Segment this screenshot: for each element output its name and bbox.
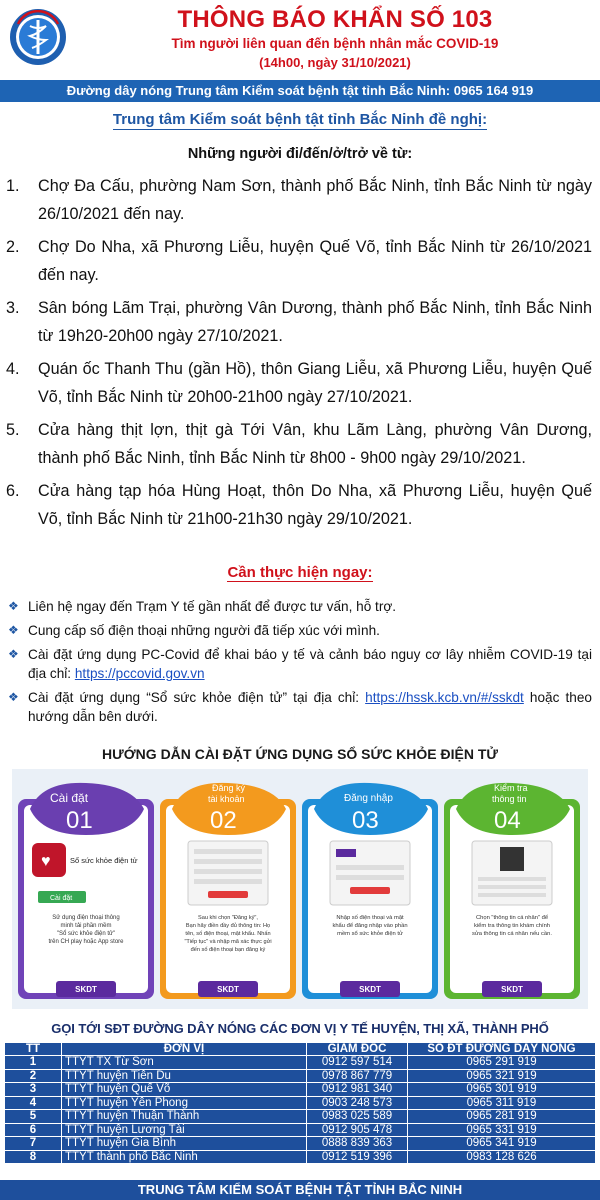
action-heading	[0, 564, 600, 581]
cell-unit: TTYT TX Từ Sơn	[62, 1056, 307, 1070]
step-number: 04	[494, 807, 521, 834]
badge-label: SKDT	[217, 985, 239, 994]
item-text: Cửa hàng thịt lợn, thịt gà Tới Vân, khu Lãm Làng, phường Vân Dương, thành phố Bắc Ninh, tỉnh Bắc Ninh từ 8h00 - 9h00 ngày 29/10/2021.	[38, 421, 592, 467]
step-desc: trên CH play hoặc App store	[48, 939, 124, 945]
cell-unit: TTYT huyện Quế Võ	[62, 1083, 307, 1097]
action-item	[6, 688, 592, 726]
cell-tt: 7	[5, 1137, 62, 1151]
cell-hotline: 0965 281 919	[408, 1110, 596, 1124]
item-number: 5.	[6, 421, 20, 439]
step-label: tài khoản	[208, 794, 245, 804]
cell-director: 0888 839 363	[307, 1137, 408, 1151]
install-label: Cài đặt	[50, 895, 73, 902]
action-heading-text: Cần thực hiện ngay:	[227, 564, 373, 581]
cell-unit: TTYT huyện Gia Bình	[62, 1137, 307, 1151]
action-text: Cung cấp số điện thoại những người đã tiếp xúc với mình.	[28, 623, 380, 638]
diamond-bullet-icon: ❖	[8, 690, 19, 704]
header	[0, 0, 600, 78]
action-text-after: hoặc theo hướng dẫn bên dưới.	[28, 690, 592, 724]
step-label: Đăng nhập	[344, 793, 393, 804]
step-desc: minh tải phần mềm	[60, 923, 112, 929]
step-desc: Sau khi chọn "Đăng ký",	[198, 915, 258, 921]
item-number: 1.	[6, 177, 20, 195]
step-label: Cài đặt	[50, 791, 89, 805]
list-item	[6, 416, 592, 472]
badge-label: SKDT	[75, 985, 97, 994]
cell-tt: 6	[5, 1123, 62, 1137]
col-header: GIÁM ĐỐC	[307, 1043, 408, 1056]
cell-tt: 2	[5, 1069, 62, 1083]
list-item	[6, 172, 592, 228]
step-desc: sửa thông tin cá nhân nếu cần.	[472, 931, 552, 937]
item-text: Sân bóng Lãm Trại, phường Vân Dương, thành phố Bắc Ninh, tỉnh Bắc Ninh từ 19h20-20h00 ngày 27/10/2021.	[38, 299, 592, 345]
cell-tt: 3	[5, 1083, 62, 1097]
item-text: Quán ốc Thanh Thu (gần Hồ), thôn Giang Liễu, xã Phương Liễu, huyện Quế Võ, tỉnh Bắc Ninh từ 20h00-21h00 ngày 27/10/2021.	[38, 360, 592, 406]
step-desc: khẩu để đăng nhập vào phần	[332, 923, 408, 929]
badge-label: SKDT	[359, 985, 381, 994]
step-number: 01	[66, 807, 93, 834]
cell-director: 0912 905 478	[307, 1123, 408, 1137]
table-row	[5, 1137, 596, 1151]
table-row	[5, 1069, 596, 1083]
diamond-bullet-icon: ❖	[8, 623, 19, 637]
table-row	[5, 1096, 596, 1110]
page-title: THÔNG BÁO KHẨN SỐ 103	[177, 6, 493, 33]
col-header: ĐƠN VỊ	[62, 1043, 307, 1056]
badge-label: SKDT	[501, 985, 523, 994]
list-item	[6, 477, 592, 533]
table-row	[5, 1056, 596, 1070]
table-row	[5, 1110, 596, 1124]
location-list	[6, 172, 592, 538]
cell-director: 0983 025 589	[307, 1110, 408, 1124]
app-name: Sổ sức khỏe điện tử	[70, 856, 138, 865]
guide-step-4	[444, 783, 580, 999]
action-item	[6, 621, 592, 640]
cell-tt: 1	[5, 1056, 62, 1070]
cell-hotline: 0983 128 626	[408, 1150, 596, 1164]
cell-hotline: 0965 331 919	[408, 1123, 596, 1137]
cell-hotline: 0965 341 919	[408, 1137, 596, 1151]
step-desc: Sử dụng điện thoại thông	[52, 915, 120, 921]
step-desc: Chọn "thông tin cá nhân" để	[475, 915, 549, 921]
step-desc: Nhập số điện thoại và mật	[336, 915, 404, 921]
table-row	[5, 1123, 596, 1137]
sskdt-link[interactable]: https://hssk.kcb.vn/#/sskdt	[365, 690, 524, 705]
step-desc: kiểm tra thông tin khám chính	[473, 923, 551, 929]
cell-unit: TTYT huyện Tiên Du	[62, 1069, 307, 1083]
guide-step-3	[302, 783, 438, 999]
qr-code-icon	[500, 847, 524, 871]
table-row	[5, 1083, 596, 1097]
action-item	[6, 597, 592, 616]
diamond-bullet-icon: ❖	[8, 599, 19, 613]
action-item	[6, 645, 592, 683]
step-desc: "Sổ sức khỏe điện tử"	[56, 931, 116, 937]
item-number: 2.	[6, 238, 20, 256]
cell-director: 0912 981 340	[307, 1083, 408, 1097]
step-desc: đến số điện thoại bạn đăng ký	[190, 947, 266, 953]
cell-tt: 4	[5, 1096, 62, 1110]
hotline-table-title: GỌI TỚI SĐT ĐƯỜNG DÂY NÓNG CÁC ĐƠN VỊ Y TẾ HUYỆN, THỊ XÃ, THÀNH PHỐ	[51, 1021, 549, 1036]
item-text: Chợ Do Nha, xã Phương Liễu, huyện Quế Võ, tỉnh Bắc Ninh từ 26/10/2021 đến nay.	[38, 238, 592, 284]
cell-director: 0978 867 779	[307, 1069, 408, 1083]
footer-bar: TRUNG TÂM KIỂM SOÁT BỆNH TẬT TỈNH BẮC NINH	[0, 1180, 600, 1200]
step-desc: mềm sổ sức khỏe điện tử	[337, 931, 403, 937]
col-header: SỐ ĐT ĐƯỜNG DÂY NÓNG	[408, 1043, 596, 1056]
cell-unit: TTYT huyện Thuận Thành	[62, 1110, 307, 1124]
cell-unit: TTYT thành phố Bắc Ninh	[62, 1150, 307, 1164]
action-text: Liên hệ ngay đến Trạm Y tế gần nhất để được tư vấn, hỗ trợ.	[28, 599, 397, 614]
col-header: TT	[5, 1043, 62, 1056]
table-row	[5, 1150, 596, 1164]
list-item	[6, 294, 592, 350]
step-number: 03	[352, 807, 379, 834]
who-heading: Những người đi/đến/ở/trở về từ:	[187, 146, 413, 162]
step-desc: tên, số điện thoại, mật khẩu. Nhấn	[185, 931, 271, 937]
step-desc: "Tiếp tục" và nhập mã xác thực gửi	[184, 939, 272, 945]
list-item	[6, 233, 592, 289]
action-text: Cài đặt ứng dụng PC-Covid để khai báo y tế và cảnh báo nguy cơ lây nhiễm COVID-19 tại địa chỉ:	[28, 647, 592, 681]
guide-step-1	[18, 783, 154, 999]
cell-hotline: 0965 321 919	[408, 1069, 596, 1083]
proposal-heading	[0, 111, 600, 128]
step-label: Kiểm tra	[494, 783, 528, 793]
hotline-bar: Đường dây nóng Trung tâm Kiểm soát bệnh tật tỉnh Bắc Ninh: 0965 164 919	[0, 80, 600, 102]
table-header-row	[5, 1043, 596, 1056]
step-label: Đăng ký	[212, 783, 246, 793]
guide-infographic	[12, 769, 588, 1009]
step-desc: Bạn hãy điền đầy đủ thông tin: Họ	[185, 923, 271, 929]
proposal-text: Trung tâm Kiểm soát bệnh tật tỉnh Bắc Ninh đề nghị:	[112, 111, 488, 128]
cdc-logo-icon	[8, 6, 68, 68]
cell-director: 0912 597 514	[307, 1056, 408, 1070]
cell-hotline: 0965 301 919	[408, 1083, 596, 1097]
item-number: 4.	[6, 360, 20, 378]
cell-hotline: 0965 311 919	[408, 1096, 596, 1110]
hotline-table	[4, 1042, 596, 1164]
cell-director: 0912 519 396	[307, 1150, 408, 1164]
cell-hotline: 0965 291 919	[408, 1056, 596, 1070]
cell-tt: 8	[5, 1150, 62, 1164]
item-text: Cửa hàng tạp hóa Hùng Hoạt, thôn Do Nha, xã Phương Liễu, huyện Quế Võ, tỉnh Bắc Ninh từ 21h00-21h30 ngày 29/10/2021.	[38, 482, 592, 528]
item-number: 6.	[6, 482, 20, 500]
guide-step-2	[160, 783, 296, 999]
step-label: thông tin	[492, 794, 527, 804]
item-number: 3.	[6, 299, 20, 317]
cell-unit: TTYT huyện Yên Phong	[62, 1096, 307, 1110]
heart-icon: ♥	[41, 853, 51, 870]
cell-director: 0903 248 573	[307, 1096, 408, 1110]
pccovid-link[interactable]: https://pccovid.gov.vn	[74, 666, 205, 681]
announcement-time: (14h00, ngày 31/10/2021)	[259, 55, 411, 70]
page-subtitle: Tìm người liên quan đến bệnh nhân mắc COVID-19	[171, 36, 499, 51]
action-list	[6, 597, 592, 731]
action-text: Cài đặt ứng dụng “Sổ sức khỏe điện tử” tại địa chỉ:	[28, 690, 366, 705]
cell-unit: TTYT huyện Lương Tài	[62, 1123, 307, 1137]
item-text: Chợ Đa Cấu, phường Nam Sơn, thành phố Bắc Ninh, tỉnh Bắc Ninh từ ngày 26/10/2021 đến nay.	[38, 177, 592, 223]
diamond-bullet-icon: ❖	[8, 647, 19, 661]
guide-title: HƯỚNG DẪN CÀI ĐẶT ỨNG DỤNG SỔ SỨC KHỎE ĐIỆN TỬ	[102, 746, 498, 762]
step-number: 02	[210, 807, 237, 834]
cell-tt: 5	[5, 1110, 62, 1124]
list-item	[6, 355, 592, 411]
